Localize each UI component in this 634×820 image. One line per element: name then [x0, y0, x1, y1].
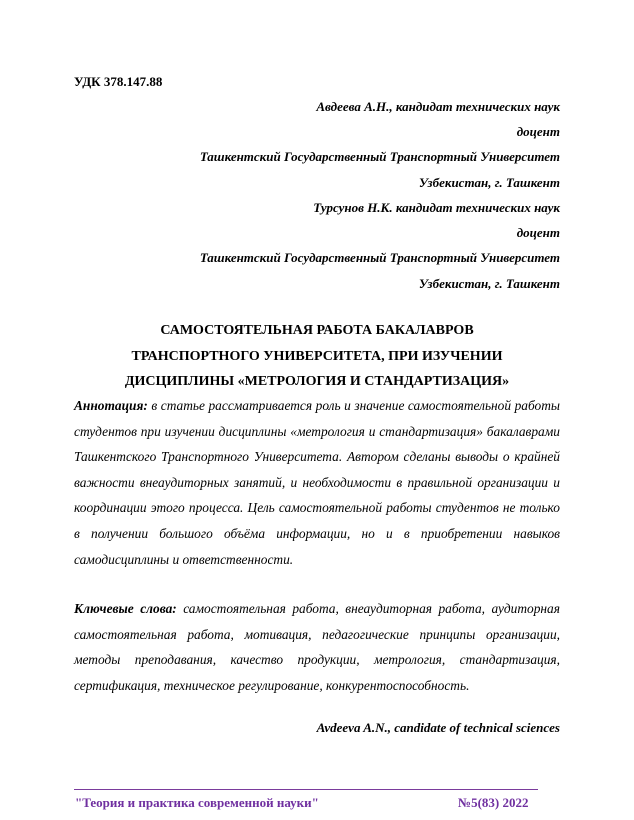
author-2-affiliation: Ташкентский Государственный Транспортный Университет	[199, 250, 560, 265]
footer-divider	[74, 789, 538, 790]
title-line: САМОСТОЯТЕЛЬНАЯ РАБОТА БАКАЛАВРОВ	[160, 323, 474, 338]
footer-issue-number: №5(83) 2022	[458, 795, 529, 810]
keywords-paragraph	[74, 596, 560, 698]
author-2-location: Узбекистан, г. Ташкент	[418, 276, 560, 291]
author-1-affiliation: Ташкентский Государственный Транспортный Университет	[199, 149, 560, 164]
english-author-line: Avdeeva A.N., candidate of technical sciences	[316, 720, 560, 735]
article-title	[74, 318, 560, 395]
author-2-position: доцент	[516, 225, 560, 240]
footer-journal-name: "Теория и практика современной науки"	[75, 795, 319, 810]
abstract-label: Аннотация:	[74, 398, 148, 413]
author-2-name: Турсунов Н.К. кандидат технических наук	[313, 200, 560, 215]
title-line: ДИСЦИПЛИНЫ «МЕТРОЛОГИЯ И СТАНДАРТИЗАЦИЯ»	[124, 374, 510, 389]
keywords-label: Ключевые слова:	[74, 601, 177, 616]
abstract-paragraph	[74, 393, 560, 572]
keywords-text: самостоятельная работа, внеаудиторная работа, аудиторная самостоятельная работа, мотивация, педагогические принципы организации, методы преподавания, качество продукции, метрология, стандартизация, сертификация, техническое регулирование, конкурентоспособность.	[74, 601, 560, 693]
abstract-text: в статье рассматривается роль и значение самостоятельной работы студентов при изучении дисциплины «метрология и стандартизация» бакалаврами Ташкентского Транспортного Университета. Автором сделаны выводы о крайней важности внеаудиторных занятий, и необходимости в правильной организации и координации этого процесса. Цель самостоятельной работы студентов не только в получении большого объёма информации, но и в приобретении навыков самодисциплины и ответственности.	[74, 398, 560, 567]
author-1-location: Узбекистан, г. Ташкент	[418, 175, 560, 190]
author-1-position: доцент	[516, 124, 560, 139]
udk-code: УДК 378.147.88	[74, 74, 163, 89]
title-line: ТРАНСПОРТНОГО УНИВЕРСИТЕТА, ПРИ ИЗУЧЕНИИ	[131, 348, 503, 364]
author-1-name: Авдеева А.Н., кандидат технических наук	[316, 99, 560, 114]
